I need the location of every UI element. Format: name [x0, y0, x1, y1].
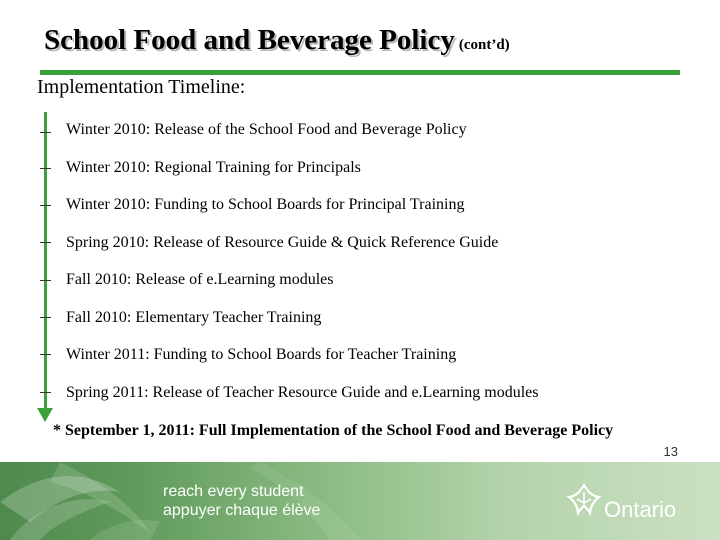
timeline-tick — [40, 242, 51, 243]
section-heading: Implementation Timeline: — [37, 76, 246, 98]
timeline-bar — [35, 112, 65, 424]
page-number: 13 — [663, 444, 678, 459]
timeline-item: Winter 2010: Regional Training for Principals — [66, 159, 361, 176]
timeline-tick — [40, 280, 51, 281]
timeline-tick — [40, 392, 51, 393]
tagline — [163, 482, 320, 520]
timeline-item: Winter 2010: Funding to School Boards for Principal Training — [66, 196, 465, 213]
title-sub: (cont’d) — [458, 37, 510, 53]
timeline-tick — [40, 168, 51, 169]
timeline-item: Winter 2010: Release of the School Food and Beverage Policy — [66, 121, 467, 138]
timeline-item: Fall 2010: Elementary Teacher Training — [66, 309, 322, 326]
timeline-line — [44, 112, 47, 412]
timeline-item: Spring 2011: Release of Teacher Resource Guide and e.Learning modules — [66, 384, 539, 401]
tagline-english: reach every student — [163, 483, 304, 500]
timeline-tick — [40, 132, 51, 133]
title-divider — [40, 70, 680, 75]
slide-title — [44, 24, 510, 57]
timeline-tick — [40, 317, 51, 318]
timeline-item: Fall 2010: Release of e.Learning modules — [66, 271, 334, 288]
ontario-wordmark: Ontario — [604, 497, 677, 522]
timeline-item: Spring 2010: Release of Resource Guide & Quick Reference Guide — [66, 234, 499, 251]
timeline-item: Winter 2011: Funding to School Boards for Teacher Training — [66, 346, 457, 363]
arrow-down-icon — [37, 408, 53, 422]
footer-banner — [0, 462, 720, 540]
timeline-tick — [40, 205, 51, 206]
final-milestone: * September 1, 2011: Full Implementation of the School Food and Beverage Policy — [53, 422, 614, 439]
tagline-french: appuyer chaque élève — [163, 502, 321, 519]
trillium-logo-icon — [566, 482, 602, 518]
title-main: School Food and Beverage Policy — [44, 24, 455, 56]
timeline-tick — [40, 354, 51, 355]
